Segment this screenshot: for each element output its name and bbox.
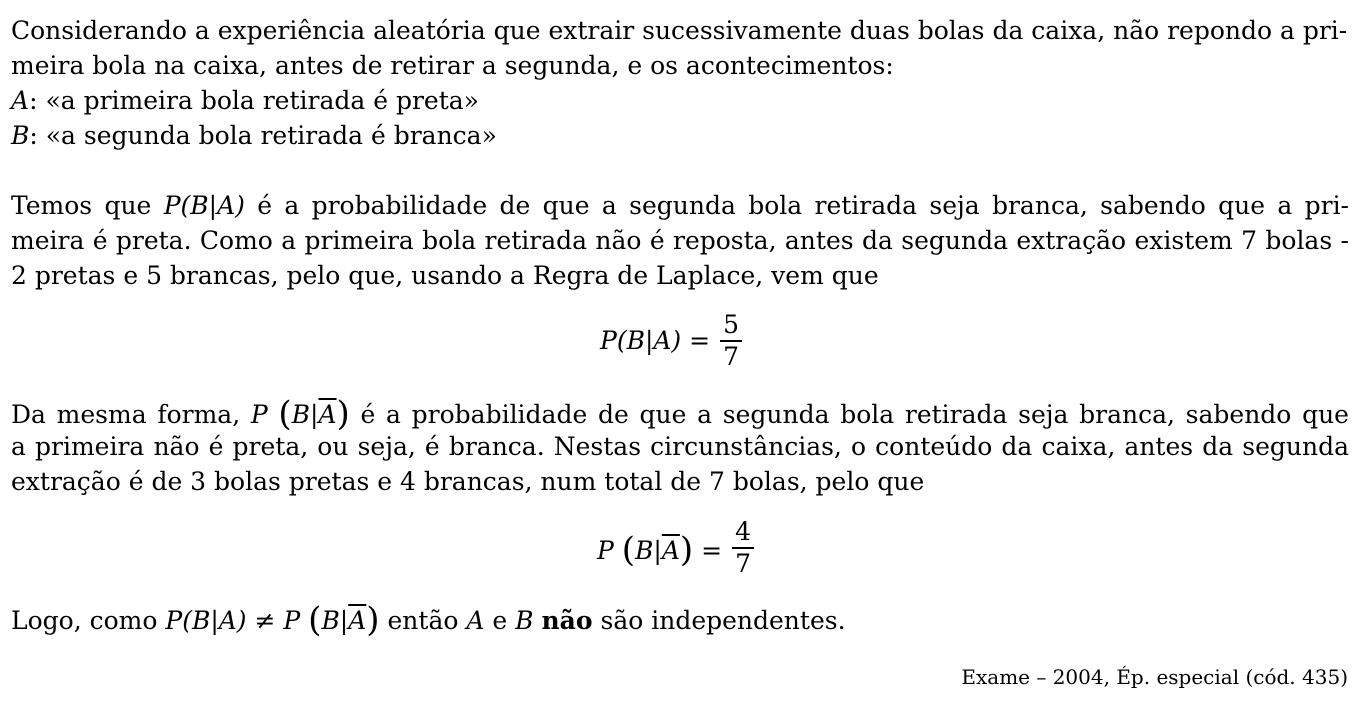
event-a-label: A bbox=[11, 86, 30, 115]
para2-expr-abar: $\overline{A}$ bbox=[318, 400, 337, 429]
eq2-paren-close: ) bbox=[679, 529, 694, 570]
equation-2 bbox=[597, 517, 754, 579]
eq1-denominator: 7 bbox=[723, 341, 740, 371]
eq2-lhs bbox=[597, 528, 722, 568]
eq2-abar: $\overline{A}$ bbox=[661, 535, 680, 565]
eq2-numerator: 4 bbox=[735, 517, 752, 546]
para1-expr: P(B|A) bbox=[163, 191, 245, 220]
para1-post: é a probabilidade de que a segunda bola retirada seja branca, sabendo que a pri- bbox=[257, 191, 1350, 220]
conclusion-paren-open: ( bbox=[308, 600, 322, 640]
para2-expr-b: B| bbox=[291, 400, 319, 429]
para2-pre: Da mesma forma, bbox=[11, 400, 241, 429]
eq1-lhs: P(B|A) = bbox=[600, 326, 711, 356]
eq1-numerator: 5 bbox=[723, 310, 740, 339]
event-a: A: «a primeira bola retirada é preta» bbox=[11, 86, 479, 115]
exam-source: Exame – 2004, Ép. especial (cód. 435) bbox=[961, 665, 1348, 689]
conclusion-post: são independentes. bbox=[600, 606, 846, 635]
conclusion-a: A bbox=[466, 606, 485, 635]
eq1-fraction bbox=[720, 310, 742, 372]
eq2-equals: = bbox=[701, 535, 723, 565]
para1-line-2: meira é preta. Como a primeira bola retirada não é reposta, antes da segunda extração existem 7 bolas - bbox=[11, 226, 1349, 255]
conclusion-paren-close: ) bbox=[366, 600, 380, 640]
conclusion-nao: não bbox=[541, 606, 593, 635]
para2-expr-p: P bbox=[250, 400, 268, 429]
intro-line-2: meira bola na caixa, antes de retirar a segunda, e os acontecimentos: bbox=[11, 51, 894, 80]
eq2-paren-open: ( bbox=[621, 529, 636, 570]
para1-pre: Temos que bbox=[11, 191, 152, 220]
para2-expr bbox=[250, 394, 350, 434]
intro-line-1: Considerando a experiência aleatória que extrair sucessivamente duas bolas da caixa, não repondo a pri- bbox=[11, 16, 1348, 45]
event-a-text: «a primeira bola retirada é preta» bbox=[45, 86, 479, 115]
para2-line-2: a primeira não é preta, ou seja, é branca. Nestas circunstâncias, o conteúdo da caixa, antes da segunda bbox=[11, 432, 1349, 461]
eq2-denominator: 7 bbox=[735, 548, 752, 578]
conclusion-expr bbox=[165, 600, 380, 640]
event-b-text: «a segunda bola retirada é branca» bbox=[45, 121, 497, 150]
para1-line-1 bbox=[11, 191, 1349, 221]
paren-close: ) bbox=[336, 394, 350, 434]
para1-line-3: 2 pretas e 5 brancas, pelo que, usando a Regra de Laplace, vem que bbox=[11, 261, 879, 290]
event-b-label: B bbox=[11, 121, 30, 150]
conclusion-b: B bbox=[515, 606, 534, 635]
conclusion-expr1: P(B|A) ≠ P bbox=[165, 606, 301, 635]
eq2-fraction bbox=[732, 517, 754, 579]
event-b: B: «a segunda bola retirada é branca» bbox=[11, 121, 497, 150]
conclusion bbox=[11, 600, 846, 640]
conclusion-expr-abar: $\overline{A}$ bbox=[348, 606, 367, 635]
para2-line-1 bbox=[11, 394, 1349, 434]
para2-post: é a probabilidade de que a segunda bola retirada seja branca, sabendo que bbox=[360, 400, 1349, 429]
paren-open: ( bbox=[278, 394, 292, 434]
conclusion-expr-b: B| bbox=[321, 606, 349, 635]
conclusion-e: e bbox=[492, 606, 508, 635]
eq2-b: B| bbox=[635, 535, 662, 565]
para2-line-3: extração é de 3 bolas pretas e 4 brancas, num total de 7 bolas, pelo que bbox=[11, 467, 925, 496]
conclusion-mid: então bbox=[387, 606, 459, 635]
eq2-p: P bbox=[597, 535, 614, 565]
equation-1 bbox=[600, 310, 742, 372]
conclusion-pre: Logo, como bbox=[11, 606, 158, 635]
